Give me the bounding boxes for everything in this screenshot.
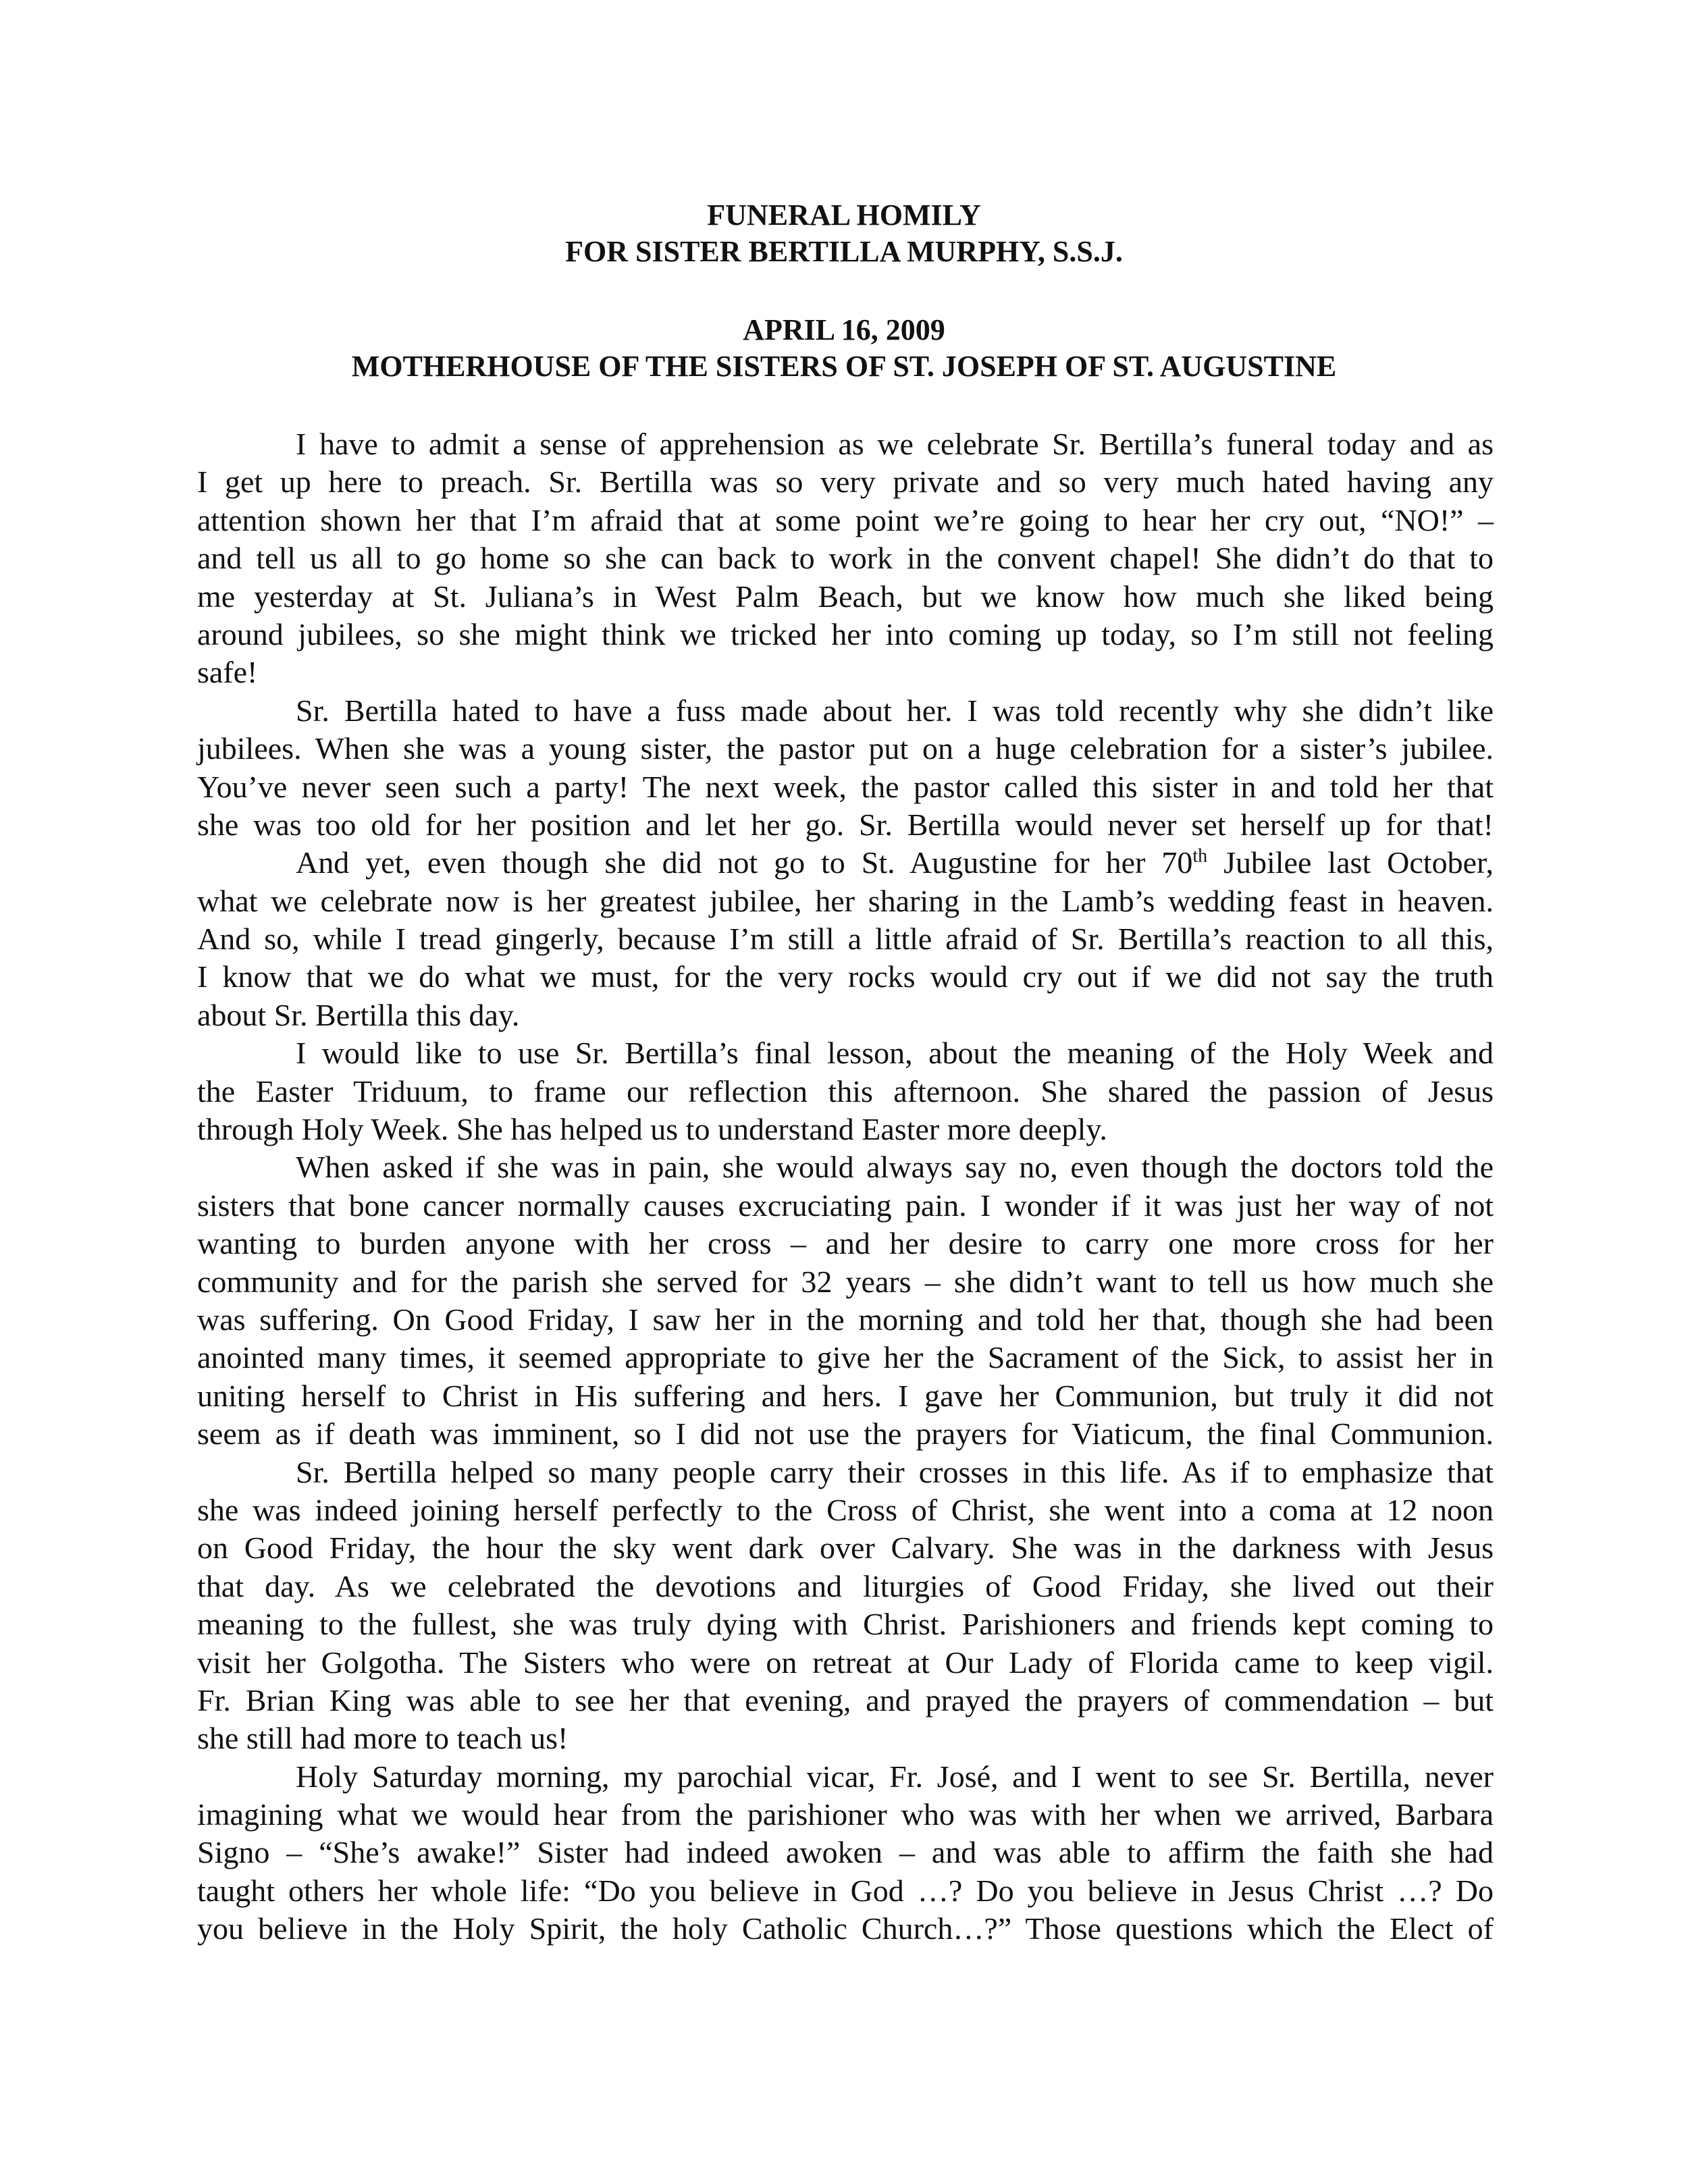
paragraph-line: she still had more to teach us!	[197, 1721, 569, 1756]
paragraph-line: Fr. Brian King was able to see her that evening, and prayed the prayers of commendation – but	[197, 1682, 1494, 1717]
paragraph-line: visit her Golgotha. The Sisters who were on retreat at Our Lady of Florida came to keep vigil.	[197, 1645, 1494, 1680]
homily-body	[197, 425, 1494, 1948]
homily-subtitle: FOR SISTER BERTILLA MURPHY, S.S.J.	[565, 235, 1123, 268]
paragraph-line: through Holy Week. She has helped us to understand Easter more deeply.	[197, 1112, 1107, 1147]
paragraph-line: around jubilees, so she might think we tricked her into coming up today, so I’m still not feeling	[197, 616, 1494, 651]
paragraph-line: Holy Saturday morning, my parochial vicar, Fr. José, and I went to see Sr. Bertilla, never	[296, 1759, 1494, 1794]
paragraph-line: the Easter Triduum, to frame our reflection this afternoon. She shared the passion of Jesus	[197, 1073, 1494, 1109]
paragraph-line: Signo – “She’s awake!” Sister had indeed awoken – and was able to affirm the faith she had	[197, 1835, 1494, 1870]
line-text: Jubilee last October,	[1207, 845, 1494, 880]
paragraph-line-with-superscript	[197, 844, 1494, 882]
paragraph-line: that day. As we celebrated the devotions and liturgies of Good Friday, she lived out their	[197, 1568, 1494, 1603]
paragraph-line: I would like to use Sr. Bertilla’s final lesson, about the meaning of the Holy Week and	[296, 1036, 1494, 1071]
homily-location: MOTHERHOUSE OF THE SISTERS OF ST. JOSEPH OF ST. AUGUSTINE	[351, 350, 1337, 383]
paragraph-line: attention shown her that I’m afraid that at some point we’re going to hear her cry out, “NO!” –	[197, 502, 1494, 537]
ordinal-superscript: th	[1192, 845, 1208, 867]
paragraph-line: wanting to burden anyone with her cross – and her desire to carry one more cross for her	[197, 1226, 1494, 1261]
paragraph-line: was suffering. On Good Friday, I saw her in the morning and told her that, though she had been	[197, 1302, 1494, 1337]
paragraph-line: And so, while I tread gingerly, because I’m still a little afraid of Sr. Bertilla’s reaction to all this,	[197, 922, 1494, 957]
paragraph-line: taught others her whole life: “Do you believe in God …? Do you believe in Jesus Christ …? Do	[197, 1873, 1494, 1908]
paragraph-line: seem as if death was imminent, so I did not use the prayers for Viaticum, the final Communion.	[197, 1416, 1494, 1451]
paragraph-line: meaning to the fullest, she was truly dying with Christ. Parishioners and friends kept coming to	[197, 1607, 1494, 1642]
paragraph-line: sisters that bone cancer normally causes excruciating pain. I wonder if it was just her way of not	[197, 1188, 1494, 1223]
homily-title: FUNERAL HOMILY	[707, 198, 981, 232]
paragraph-line: what we celebrate now is her greatest jubilee, her sharing in the Lamb’s wedding feast in heaven.	[197, 883, 1494, 918]
paragraph-line: You’ve never seen such a party! The next week, the pastor called this sister in and told her that	[197, 769, 1494, 804]
paragraph-line: she was too old for her position and let her go. Sr. Bertilla would never set herself up for that!	[197, 807, 1494, 842]
paragraph-line: me yesterday at St. Juliana’s in West Palm Beach, but we know how much she liked being	[197, 579, 1494, 614]
paragraph-line: you believe in the Holy Spirit, the holy Catholic Church…?” Those questions which the Elect of	[197, 1911, 1494, 1946]
paragraph-line: about Sr. Bertilla this day.	[197, 997, 520, 1032]
paragraph-line: When asked if she was in pain, she would always say no, even though the doctors told the	[296, 1150, 1494, 1185]
paragraph-line: I get up here to preach. Sr. Bertilla was so very private and so very much hated having any	[197, 464, 1494, 500]
paragraph-line: I know that we do what we must, for the very rocks would cry out if we did not say the truth	[197, 959, 1494, 994]
homily-date: APRIL 16, 2009	[743, 313, 945, 346]
paragraph-line: Sr. Bertilla hated to have a fuss made about her. I was told recently why she didn’t like	[296, 693, 1494, 728]
paragraph-line: community and for the parish she served for 32 years – she didn’t want to tell us how much she	[197, 1264, 1494, 1299]
paragraph-line: I have to admit a sense of apprehension as we celebrate Sr. Bertilla’s funeral today and as	[296, 427, 1494, 461]
paragraph-line: jubilees. When she was a young sister, the pastor put on a huge celebration for a sister’s jubilee.	[197, 731, 1494, 766]
paragraph-line: Sr. Bertilla helped so many people carry their crosses in this life. As if to emphasize that	[296, 1454, 1494, 1489]
paragraph-line: and tell us all to go home so she can back to work in the convent chapel! She didn’t do that to	[197, 541, 1494, 576]
paragraph-line: imagining what we would hear from the parishioner who was with her when we arrived, Barbara	[197, 1797, 1494, 1832]
paragraph-line: she was indeed joining herself perfectly to the Cross of Christ, she went into a coma at 12 noon	[197, 1492, 1494, 1527]
paragraph-line: uniting herself to Christ in His suffering and hers. I gave her Communion, but truly it did not	[197, 1378, 1494, 1413]
paragraph-line: anointed many times, it seemed appropriate to give her the Sacrament of the Sick, to assist her in	[197, 1340, 1494, 1375]
line-text: And yet, even though she did not go to St. Augustine for her 70	[296, 845, 1193, 880]
paragraph-line: on Good Friday, the hour the sky went dark over Calvary. She was in the darkness with Jesus	[197, 1530, 1494, 1566]
paragraph-line: safe!	[197, 655, 258, 690]
